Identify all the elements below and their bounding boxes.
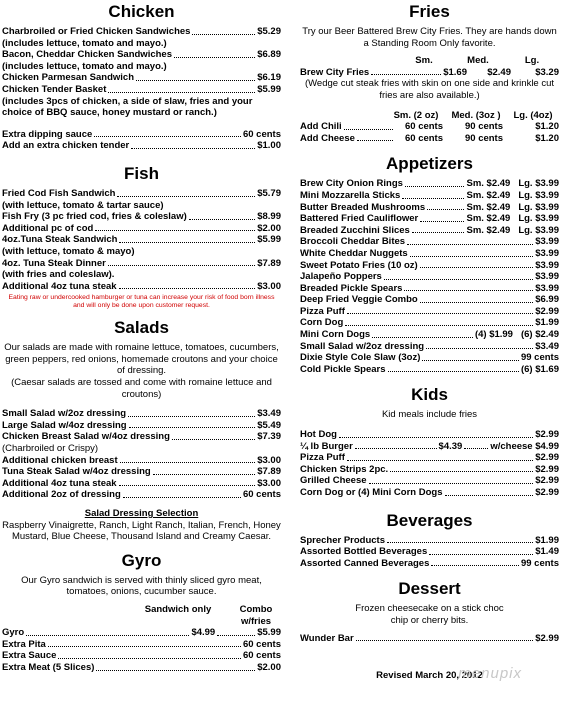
fries-wedge-note: (Wedge cut steak fries with skin on one side and krinkle cut fries are also available.)	[304, 78, 555, 101]
menu-item: Chicken Tender Basket $5.99	[2, 83, 281, 95]
dessert-section	[300, 633, 559, 645]
menu-item-note: (Charbroiled or Crispy)	[2, 443, 99, 455]
menu-item: Sprecher Products $1.99	[300, 534, 559, 546]
watermark-logo: menupix	[458, 665, 522, 682]
menu-item: Jalapeño Poppers $3.99	[300, 271, 559, 283]
menu-item: Broccoli Cheddar Bites $3.99	[300, 236, 559, 248]
salads-section	[2, 408, 281, 501]
menu-item: Add Chili 60 cents 90 cents $1.20	[300, 121, 559, 133]
menu-item: Mini Corn Dogs (4) $1.99 (6) $2.49	[300, 329, 559, 341]
menu-item: Extra Sauce 60 cents	[2, 650, 281, 662]
salads-intro: Our salads are made with romaine lettuce, tomatoes, cucumbers, green peppers, red onions, homemade croutons and your choice of dressing.	[4, 342, 279, 377]
menu-item: Cold Pickle Spears (6) $1.69	[300, 363, 559, 375]
menu-item: Small Salad w/2oz dressing $3.49	[300, 340, 559, 352]
menu-item: Battered Fried Cauliflower Sm. $2.49 Lg. $3.99	[300, 213, 559, 225]
menu-item-note: (with fries and coleslaw).	[2, 269, 115, 281]
menu-item: Additional pc of cod $2.00	[2, 222, 281, 234]
menu-item: Hot Dog $2.99	[300, 429, 559, 441]
chicken-title: Chicken	[108, 2, 175, 21]
chicken-section	[2, 26, 281, 152]
menu-item: 4oz.Tuna Steak Sandwich $5.99	[2, 234, 281, 246]
menu-item: Brew City Onion Rings Sm. $2.49 Lg. $3.99	[300, 178, 559, 190]
menu-item: Assorted Canned Beverages 99 cents	[300, 557, 559, 569]
menu-item: Large Salad w/4oz dressing $5.49	[2, 419, 281, 431]
food-safety-warning: Eating raw or undercooked hamburger or tuna can increase your risk of food born illness and will only be done upon customer request.	[8, 294, 275, 310]
menu-item: Charbroiled or Fried Chicken Sandwiches $5.29	[2, 26, 281, 37]
fries-title: Fries	[409, 2, 450, 21]
menu-item: Additional chicken breast $3.00	[2, 454, 281, 466]
gyro-col-sandwich: Sandwich only	[144, 603, 212, 615]
appetizers-title: Appetizers	[386, 154, 473, 174]
menu-item-note: (with lettuce, tomato & mayo)	[2, 245, 135, 257]
menu-item: Small Salad w/2oz dressing $3.49	[2, 408, 281, 420]
menu-item: Gyro $4.99 $5.99	[2, 627, 281, 639]
menu-item: Pizza Puff $2.99	[300, 452, 559, 464]
menu-item: Wunder Bar $2.99	[300, 632, 559, 644]
revised-date: Revised March 20, 2012	[376, 670, 483, 682]
menu-item: Extra Pita 60 cents	[2, 638, 281, 650]
menu-item: Fried Cod Fish Sandwich $5.79	[2, 187, 281, 199]
menu-item: White Cheddar Nuggets $3.99	[300, 247, 559, 259]
left-column	[2, 0, 281, 674]
right-column	[300, 0, 559, 682]
gyro-column-headers	[2, 604, 281, 627]
beverages-section	[300, 535, 559, 570]
menu-item: Chicken Breast Salad w/4oz dressing $7.39	[2, 431, 281, 443]
gyro-col-combo: Combo w/fries	[239, 603, 273, 627]
menu-item: Deep Fried Veggie Combo $6.99	[300, 294, 559, 306]
salads-caesar-note: (Caesar salads are tossed and come with romaine lettuce and croutons)	[11, 377, 272, 400]
menu-item: Sweet Potato Fries (10 oz) $3.99	[300, 259, 559, 271]
menu-item: Breaded Zucchini Slices Sm. $2.49 Lg. $3.99	[300, 224, 559, 236]
menu-item: Additional 4oz tuna steak $3.00	[2, 477, 281, 489]
menu-item: Bacon, Cheddar Chicken Sandwiches $6.89	[2, 49, 281, 61]
menu-item: Brew City Fries $1.69 $2.49 $3.29	[300, 66, 559, 78]
menu-item: Additional 4oz tuna steak $3.00	[2, 280, 281, 292]
menu-item: Extra Meat (5 Slices) $2.00	[2, 661, 281, 673]
menu-item: Corn Dog or (4) Mini Corn Dogs $2.99	[300, 487, 559, 498]
menu-item: 4oz. Tuna Steak Dinner $7.89	[2, 257, 281, 269]
dressing-selection-list: Raspberry Vinaigrette, Ranch, Light Ranch, Italian, French, Honey Mustard, Blue Cheese, Thousand Island and Creamy Caesar.	[2, 519, 281, 543]
menu-item: Pizza Puff $2.99	[300, 305, 559, 317]
kids-section	[300, 429, 559, 499]
menu-item: Add an extra chicken tender $1.00	[2, 140, 281, 152]
dessert-title: Dessert	[398, 579, 461, 599]
menu-item: Chicken Strips 2pc. $2.99	[300, 463, 559, 475]
fries-size-headers: Sm. Med. Lg.	[415, 55, 540, 67]
menu-item: Additional 2oz of dressing 60 cents	[2, 489, 281, 501]
menu-item: Dixie Style Cole Slaw (3oz) 99 cents	[300, 352, 559, 364]
menu-item: Mini Mozzarella Sticks Sm. $2.49 Lg. $3.99	[300, 189, 559, 201]
gyro-section	[2, 627, 281, 673]
menu-item: Extra dipping sauce 60 cents	[2, 128, 281, 140]
kids-intro: Kid meals include fries	[381, 409, 478, 421]
fish-section	[2, 188, 281, 292]
dressing-selection-title: Salad Dressing Selection	[84, 508, 199, 519]
menu-item: Chicken Parmesan Sandwich $6.19	[2, 72, 281, 84]
gyro-title: Gyro	[121, 550, 162, 570]
gyro-intro: Our Gyro sandwich is served with thinly sliced gyro meat, tomatoes, onions, cucumber sauce.	[21, 574, 262, 598]
menu-item: Assorted Bottled Beverages $1.49	[300, 546, 559, 558]
menu-item: Breaded Pickle Spears $3.99	[300, 282, 559, 294]
menu-item: Fish Fry (3 pc fried cod, fries & coleslaw) $8.99	[2, 211, 281, 223]
menu-item: Add Cheese 60 cents 90 cents $1.20	[300, 132, 559, 144]
kids-title: Kids	[411, 385, 448, 405]
menu-item-note: (includes lettuce, tomato and mayo.)	[2, 60, 167, 72]
dessert-intro: Frozen cheesecake on a stick choc chip or cherry bits.	[355, 603, 504, 626]
menu-item: Butter Breaded Mushrooms Sm. $2.49 Lg. $3.99	[300, 201, 559, 213]
appetizers-section	[300, 178, 559, 375]
salads-title: Salads	[114, 318, 169, 338]
menu-item-note: (with lettuce, tomato & tartar sauce)	[2, 199, 164, 211]
fries-intro: Try our Beer Battered Brew City Fries. They are hands down a Standing Room Only favorite.	[302, 26, 557, 49]
menu-item: Grilled Cheese $2.99	[300, 475, 559, 487]
beverages-title: Beverages	[386, 510, 473, 530]
menu-item: ¼ lb Burger $4.39 w/cheese $4.99	[300, 440, 559, 452]
menu-item: Corn Dog $1.99	[300, 317, 559, 329]
fish-title: Fish	[124, 163, 159, 183]
fries-addon-headers: Sm. (2 oz) Med. (3oz ) Lg. (4oz)	[393, 109, 553, 121]
menu-item: Tuna Steak Salad w/4oz dressing $7.89	[2, 466, 281, 478]
menu-item-note: (includes lettuce, tomato and mayo.)	[2, 37, 167, 49]
chicken-tender-note: (includes 3pcs of chicken, a side of slaw, fries and your choice of BBQ sauce, honey mustard or ranch.)	[2, 95, 253, 119]
